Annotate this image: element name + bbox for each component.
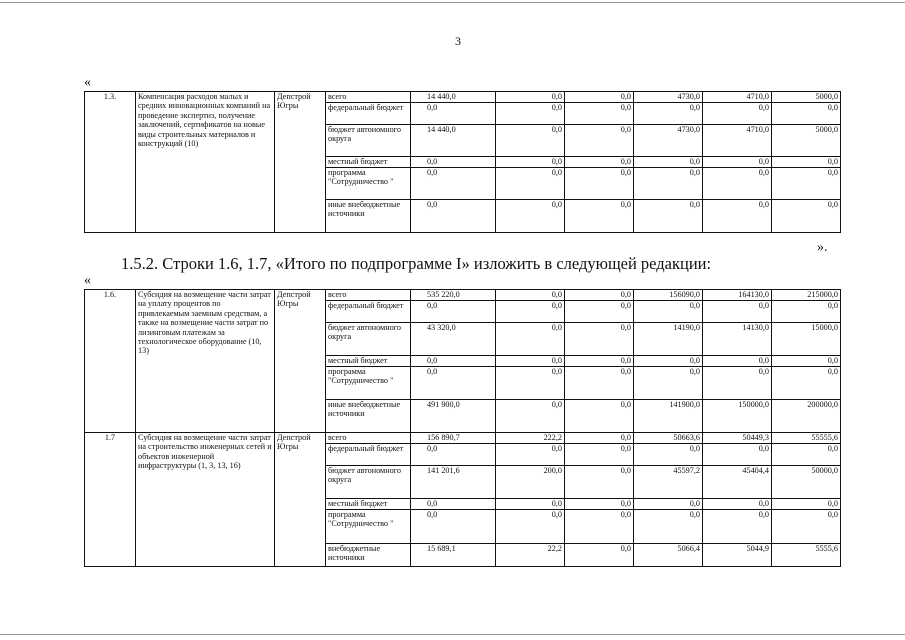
amount-cell: 0,0	[703, 301, 772, 323]
amount-cell: 0,0	[496, 510, 565, 544]
amount-cell: 0,0	[634, 499, 703, 510]
funding-source: иные внебюджетные источники	[326, 200, 411, 233]
funding-source: программа "Сотрудничество "	[326, 367, 411, 400]
amount-cell: 0,0	[565, 290, 634, 301]
amount-cell: 0,0	[565, 544, 634, 567]
amount-cell: 15000,0	[772, 323, 841, 356]
amount-cell: 0,0	[634, 356, 703, 367]
amount-cell: 200,0	[496, 466, 565, 499]
row-number: 1.6.	[85, 290, 136, 433]
amount-cell: 0,0	[565, 433, 634, 444]
funding-source: бюджет автономного округа	[326, 466, 411, 499]
amendment-heading: 1.5.2. Строки 1.6, 1.7, «Итого по подпрограмме I» изложить в следующей редакции:	[121, 254, 712, 273]
row-number: 1.7	[85, 433, 136, 567]
amount-cell: 0,0	[634, 367, 703, 400]
amount-cell: 0,0	[496, 323, 565, 356]
amount-cell: 45404,4	[703, 466, 772, 499]
amount-cell: 0,0	[496, 125, 565, 157]
amount-cell: 0,0	[772, 157, 841, 168]
amount-cell: 0,0	[565, 444, 634, 466]
amount-cell: 0,0	[565, 92, 634, 103]
funding-source: иные внебюджетные источники	[326, 400, 411, 433]
amount-cell: 0,0	[772, 168, 841, 200]
amount-cell: 50663,6	[634, 433, 703, 444]
amount-cell: 0,0	[634, 444, 703, 466]
amount-cell: 0,0	[411, 444, 496, 466]
amount-cell: 0,0	[411, 367, 496, 400]
amount-cell: 0,0	[634, 103, 703, 125]
amount-cell: 0,0	[703, 356, 772, 367]
amount-cell: 14190,0	[634, 323, 703, 356]
amount-cell: 0,0	[565, 499, 634, 510]
amount-cell: 0,0	[634, 200, 703, 233]
amount-cell: 0,0	[565, 510, 634, 544]
amount-cell: 0,0	[411, 356, 496, 367]
amount-cell: 164130,0	[703, 290, 772, 301]
amount-cell: 0,0	[772, 367, 841, 400]
amount-cell: 0,0	[565, 466, 634, 499]
funding-source: бюджет автономного округа	[326, 125, 411, 157]
amount-cell: 0,0	[703, 157, 772, 168]
funding-source: всего	[326, 433, 411, 444]
amount-cell: 43 320,0	[411, 323, 496, 356]
amount-cell: 0,0	[411, 157, 496, 168]
amount-cell: 0,0	[411, 510, 496, 544]
amount-cell: 0,0	[703, 200, 772, 233]
amount-cell: 5000,0	[772, 125, 841, 157]
amount-cell: 0,0	[772, 444, 841, 466]
amount-cell: 0,0	[496, 499, 565, 510]
funding-source: всего	[326, 92, 411, 103]
funding-source: всего	[326, 290, 411, 301]
amount-cell: 15 689,1	[411, 544, 496, 567]
amount-cell: 0,0	[411, 200, 496, 233]
amount-cell: 5555,6	[772, 544, 841, 567]
amount-cell: 0,0	[565, 301, 634, 323]
amount-cell: 156 890,7	[411, 433, 496, 444]
amount-cell: 535 220,0	[411, 290, 496, 301]
amount-cell: 0,0	[496, 301, 565, 323]
executor: Депстрой Югры	[275, 92, 326, 233]
amount-cell: 0,0	[496, 400, 565, 433]
amount-cell: 22,2	[496, 544, 565, 567]
amount-cell: 0,0	[634, 510, 703, 544]
funding-source: программа "Сотрудничество "	[326, 168, 411, 200]
amount-cell: 0,0	[703, 510, 772, 544]
page-number: 3	[455, 34, 461, 48]
amount-cell: 0,0	[496, 367, 565, 400]
amount-cell: 0,0	[411, 301, 496, 323]
amount-cell: 0,0	[496, 200, 565, 233]
amount-cell: 50000,0	[772, 466, 841, 499]
amount-cell: 222,2	[496, 433, 565, 444]
amount-cell: 0,0	[565, 103, 634, 125]
amount-cell: 0,0	[565, 157, 634, 168]
amount-cell: 0,0	[411, 499, 496, 510]
amount-cell: 0,0	[772, 103, 841, 125]
amount-cell: 4730,0	[634, 92, 703, 103]
amount-cell: 200000,0	[772, 400, 841, 433]
amount-cell: 141900,0	[634, 400, 703, 433]
quote-open-1: «	[84, 75, 91, 90]
amount-cell: 0,0	[634, 301, 703, 323]
table-rows-1-6-1-7	[84, 289, 841, 567]
funding-source: местный бюджет	[326, 356, 411, 367]
amount-cell: 0,0	[634, 168, 703, 200]
scan-edge-bottom	[0, 634, 905, 635]
amount-cell: 50449,3	[703, 433, 772, 444]
amount-cell: 0,0	[565, 356, 634, 367]
amount-cell: 4710,0	[703, 125, 772, 157]
amount-cell: 0,0	[496, 356, 565, 367]
row-number: 1.3.	[85, 92, 136, 233]
measure-name: Компенсация расходов малых и средних инновационных компаний на проведение экспертиз, получение заключений, сертификатов на новые виды строительных материалов и конструкций (10)	[136, 92, 275, 233]
amount-cell: 0,0	[496, 444, 565, 466]
amount-cell: 0,0	[496, 168, 565, 200]
amount-cell: 0,0	[703, 444, 772, 466]
scan-edge-top	[0, 2, 905, 3]
amount-cell: 4730,0	[634, 125, 703, 157]
amount-cell: 0,0	[565, 367, 634, 400]
amount-cell: 0,0	[565, 200, 634, 233]
funding-source: федеральный бюджет	[326, 444, 411, 466]
funding-source: местный бюджет	[326, 157, 411, 168]
table-row	[85, 433, 841, 444]
amount-cell: 0,0	[703, 168, 772, 200]
funding-source: федеральный бюджет	[326, 103, 411, 125]
funding-source: местный бюджет	[326, 499, 411, 510]
amount-cell: 491 900,0	[411, 400, 496, 433]
amount-cell: 215000,0	[772, 290, 841, 301]
amount-cell: 14 440,0	[411, 125, 496, 157]
amount-cell: 0,0	[411, 168, 496, 200]
executor: Депстрой Югры	[275, 290, 326, 433]
table-row	[85, 290, 841, 301]
amount-cell: 55555,6	[772, 433, 841, 444]
quote-close: ».	[817, 240, 828, 255]
amount-cell: 0,0	[565, 323, 634, 356]
amount-cell: 14130,0	[703, 323, 772, 356]
amount-cell: 141 201,6	[411, 466, 496, 499]
amount-cell: 0,0	[703, 103, 772, 125]
amount-cell: 0,0	[772, 200, 841, 233]
amount-cell: 0,0	[703, 499, 772, 510]
amount-cell: 0,0	[411, 103, 496, 125]
amount-cell: 0,0	[496, 290, 565, 301]
amount-cell: 0,0	[772, 301, 841, 323]
amount-cell: 0,0	[496, 103, 565, 125]
measure-name: Субсидия на возмещение части затрат на уплату процентов по привлекаемым заемным средствам, а также на возмещение части затрат по лизинговым платежам за технологическое оборудование (10, 13)	[136, 290, 275, 433]
funding-source: бюджет автономного округа	[326, 323, 411, 356]
funding-source: внебюджетные источники	[326, 544, 411, 567]
amount-cell: 0,0	[772, 499, 841, 510]
amount-cell: 5044,9	[703, 544, 772, 567]
amount-cell: 156090,0	[634, 290, 703, 301]
funding-source: программа "Сотрудничество "	[326, 510, 411, 544]
amount-cell: 0,0	[703, 367, 772, 400]
table-row-1-3	[84, 91, 841, 233]
amount-cell: 0,0	[772, 510, 841, 544]
amount-cell: 5066,4	[634, 544, 703, 567]
amount-cell: 4710,0	[703, 92, 772, 103]
amount-cell: 0,0	[496, 157, 565, 168]
quote-open-2: «	[84, 273, 91, 288]
measure-name: Субсидия на возмещение части затрат на строительство инженерных сетей и объектов инженерной инфраструктуры (1, 3, 13, 16)	[136, 433, 275, 567]
amount-cell: 0,0	[772, 356, 841, 367]
amount-cell: 45597,2	[634, 466, 703, 499]
amount-cell: 150000,0	[703, 400, 772, 433]
amount-cell: 0,0	[565, 400, 634, 433]
amount-cell: 0,0	[565, 168, 634, 200]
amount-cell: 0,0	[496, 92, 565, 103]
amount-cell: 0,0	[565, 125, 634, 157]
amount-cell: 0,0	[634, 157, 703, 168]
amount-cell: 14 440,0	[411, 92, 496, 103]
executor: Депстрой Югры	[275, 433, 326, 567]
table-row	[85, 92, 841, 103]
amount-cell: 5000,0	[772, 92, 841, 103]
funding-source: федеральный бюджет	[326, 301, 411, 323]
